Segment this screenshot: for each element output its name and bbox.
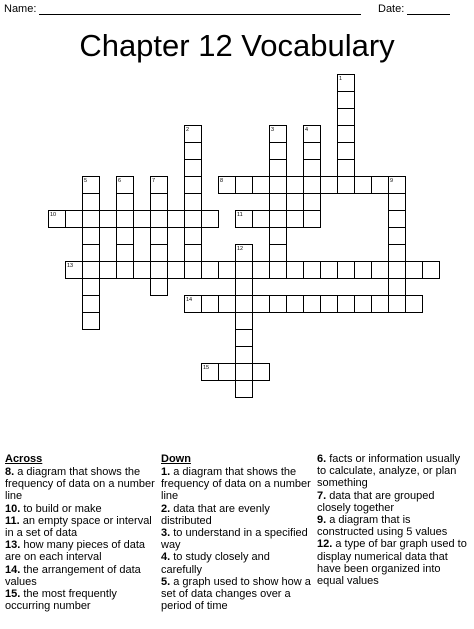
clue-number: 12.	[317, 538, 333, 551]
grid-number: 10	[50, 212, 57, 218]
grid-cell[interactable]	[337, 91, 355, 109]
grid-cell[interactable]	[388, 193, 406, 211]
grid-cell[interactable]	[184, 244, 202, 262]
grid-cell[interactable]	[184, 176, 202, 194]
grid-cell[interactable]	[235, 329, 253, 347]
down-clue	[317, 490, 467, 514]
grid-number: 14	[186, 297, 193, 303]
clue-number: 13.	[5, 539, 21, 552]
grid-cell[interactable]	[150, 210, 168, 228]
across-heading: Across	[5, 453, 43, 465]
grid-cell[interactable]	[218, 295, 236, 313]
clue-text: to understand in a specified way	[161, 527, 308, 552]
grid-cell[interactable]	[201, 261, 219, 279]
grid-cell[interactable]	[303, 261, 321, 279]
grid-cell[interactable]	[405, 261, 423, 279]
grid-number: 7	[152, 178, 156, 184]
clue-text: the most frequently occurring number	[5, 588, 117, 613]
grid-cell[interactable]	[252, 176, 270, 194]
grid-cell[interactable]	[116, 193, 134, 211]
grid-cell[interactable]	[116, 176, 134, 194]
grid-cell[interactable]	[82, 176, 100, 194]
grid-cell[interactable]	[150, 278, 168, 296]
down-heading: Down	[161, 453, 191, 465]
grid-cell[interactable]	[116, 227, 134, 245]
across-clue	[5, 515, 155, 539]
grid-cell[interactable]	[371, 295, 389, 313]
grid-cell[interactable]	[303, 125, 321, 143]
grid-cell[interactable]	[218, 261, 236, 279]
grid-cell[interactable]	[337, 74, 355, 92]
grid-cell[interactable]	[184, 227, 202, 245]
clue-number: 7.	[317, 489, 327, 502]
grid-number: 3	[271, 127, 275, 133]
grid-cell[interactable]	[303, 142, 321, 160]
grid-cell[interactable]	[303, 193, 321, 211]
grid-number: 15	[203, 365, 210, 371]
across-clue	[5, 466, 155, 503]
grid-cell[interactable]	[388, 261, 406, 279]
date-label: Date:	[378, 3, 405, 15]
down-clue	[317, 538, 467, 587]
clue-number: 5.	[161, 575, 171, 588]
grid-number: 2	[186, 127, 190, 133]
down-clue	[161, 466, 311, 503]
clue-number: 14.	[5, 563, 21, 576]
grid-cell[interactable]	[235, 363, 253, 381]
grid-number: 9	[390, 178, 394, 184]
grid-cell[interactable]	[337, 159, 355, 177]
grid-cell[interactable]	[116, 244, 134, 262]
clue-text: a type of bar graph used to display numerical data that have been organized into equal values	[317, 538, 467, 588]
grid-cell[interactable]	[167, 210, 185, 228]
clue-number: 9.	[317, 514, 327, 527]
down-clue	[161, 576, 311, 613]
grid-cell[interactable]	[388, 278, 406, 296]
grid-cell[interactable]	[235, 244, 253, 262]
grid-cell[interactable]	[320, 295, 338, 313]
clue-text: to build or make	[20, 502, 102, 515]
grid-cell[interactable]	[252, 261, 270, 279]
clue-number: 11.	[5, 514, 20, 527]
grid-number: 4	[305, 127, 309, 133]
grid-cell[interactable]	[184, 295, 202, 313]
grid-cell[interactable]	[388, 210, 406, 228]
grid-cell[interactable]	[303, 176, 321, 194]
clue-number: 1.	[161, 466, 171, 478]
page-title: Chapter 12 Vocabulary	[79, 28, 395, 63]
grid-cell[interactable]	[116, 210, 134, 228]
clue-number: 4.	[161, 551, 171, 564]
across-clue	[5, 564, 155, 588]
grid-cell[interactable]	[184, 159, 202, 177]
clue-text: a graph used to show how a set of data changes over a period of time	[161, 575, 311, 613]
clue-text: the arrangement of data values	[5, 563, 141, 588]
down-clues-col1	[161, 453, 311, 612]
clue-text: a diagram that shows the frequency of data on a number line	[5, 466, 155, 503]
grid-cell[interactable]	[269, 227, 287, 245]
date-field[interactable]	[378, 3, 450, 15]
across-clues	[5, 453, 155, 612]
grid-cell[interactable]	[320, 261, 338, 279]
grid-cell[interactable]	[269, 159, 287, 177]
grid-cell[interactable]	[82, 295, 100, 313]
grid-cell[interactable]	[388, 176, 406, 194]
clue-number: 2.	[161, 502, 171, 515]
clue-text: data that are evenly distributed	[161, 502, 270, 527]
grid-cell[interactable]	[235, 176, 253, 194]
grid-cell[interactable]	[354, 261, 372, 279]
grid-cell[interactable]	[82, 244, 100, 262]
grid-cell[interactable]	[388, 227, 406, 245]
grid-cell[interactable]	[337, 295, 355, 313]
grid-cell[interactable]	[269, 142, 287, 160]
grid-cell[interactable]	[201, 363, 219, 381]
grid-cell[interactable]	[184, 261, 202, 279]
clue-text: facts or information usually to calculate, analyze, or plan something	[317, 453, 461, 490]
grid-cell[interactable]	[82, 227, 100, 245]
grid-cell[interactable]	[269, 295, 287, 313]
grid-cell[interactable]	[150, 227, 168, 245]
grid-cell[interactable]	[269, 193, 287, 211]
grid-cell[interactable]	[235, 278, 253, 296]
clue-number: 15.	[5, 588, 21, 601]
grid-cell[interactable]	[252, 210, 270, 228]
grid-cell[interactable]	[82, 193, 100, 211]
grid-cell[interactable]	[133, 210, 151, 228]
grid-cell[interactable]	[99, 261, 117, 279]
grid-cell[interactable]	[269, 261, 287, 279]
grid-cell[interactable]	[201, 210, 219, 228]
date-line[interactable]	[407, 3, 450, 15]
clue-number: 8.	[5, 466, 15, 478]
grid-cell[interactable]	[235, 261, 253, 279]
grid-cell[interactable]	[286, 210, 304, 228]
grid-cell[interactable]	[388, 295, 406, 313]
grid-cell[interactable]	[184, 210, 202, 228]
grid-cell[interactable]	[252, 295, 270, 313]
grid-cell[interactable]	[218, 176, 236, 194]
down-clue	[161, 527, 311, 551]
grid-cell[interactable]	[371, 176, 389, 194]
clue-text: data that are grouped closely together	[317, 489, 435, 514]
name-label: Name:	[4, 3, 37, 15]
grid-cell[interactable]	[218, 363, 236, 381]
grid-cell[interactable]	[286, 295, 304, 313]
clue-number: 6.	[317, 453, 327, 465]
grid-cell[interactable]	[82, 278, 100, 296]
grid-cell[interactable]	[82, 210, 100, 228]
grid-cell[interactable]	[150, 261, 168, 279]
grid-cell[interactable]	[337, 125, 355, 143]
grid-cell[interactable]	[235, 210, 253, 228]
grid-cell[interactable]	[405, 295, 423, 313]
clue-number: 3.	[161, 527, 171, 540]
grid-cell[interactable]	[116, 261, 134, 279]
down-clue	[161, 503, 311, 527]
grid-cell[interactable]	[303, 295, 321, 313]
grid-cell[interactable]	[252, 363, 270, 381]
clue-text: a diagram that shows the frequency of data on a number line	[161, 466, 311, 503]
grid-cell[interactable]	[82, 261, 100, 279]
across-clue	[5, 588, 155, 612]
grid-number: 8	[220, 178, 224, 184]
down-clue	[317, 514, 467, 538]
grid-cell[interactable]	[337, 108, 355, 126]
grid-cell[interactable]	[65, 210, 83, 228]
grid-cell[interactable]	[354, 176, 372, 194]
grid-cell[interactable]	[354, 295, 372, 313]
clue-text: a diagram that is constructed using 5 values	[317, 514, 448, 539]
grid-cell[interactable]	[303, 159, 321, 177]
clue-text: an empty space or interval in a set of data	[5, 514, 152, 540]
grid-cell[interactable]	[269, 125, 287, 143]
grid-cell[interactable]	[235, 346, 253, 364]
grid-number: 1	[339, 76, 343, 82]
down-clue	[317, 453, 467, 490]
grid-cell[interactable]	[184, 142, 202, 160]
grid-cell[interactable]	[133, 261, 151, 279]
grid-cell[interactable]	[235, 312, 253, 330]
name-field[interactable]	[4, 3, 361, 15]
down-clue	[161, 551, 311, 575]
grid-cell[interactable]	[371, 261, 389, 279]
grid-cell[interactable]	[388, 244, 406, 262]
grid-cell[interactable]	[150, 193, 168, 211]
grid-cell[interactable]	[337, 142, 355, 160]
grid-cell[interactable]	[422, 261, 440, 279]
grid-cell[interactable]	[167, 261, 185, 279]
grid-cell[interactable]	[286, 261, 304, 279]
grid-number: 13	[67, 263, 74, 269]
grid-cell[interactable]	[184, 125, 202, 143]
grid-cell[interactable]	[235, 295, 253, 313]
grid-number: 5	[84, 178, 88, 184]
grid-cell[interactable]	[286, 176, 304, 194]
grid-cell[interactable]	[150, 244, 168, 262]
grid-cell[interactable]	[320, 176, 338, 194]
grid-cell[interactable]	[99, 210, 117, 228]
grid-cell[interactable]	[337, 261, 355, 279]
grid-cell[interactable]	[235, 380, 253, 398]
grid-cell[interactable]	[65, 261, 83, 279]
grid-cell[interactable]	[337, 176, 355, 194]
across-clue	[5, 503, 155, 515]
grid-cell[interactable]	[48, 210, 66, 228]
down-clues-col2	[317, 453, 467, 587]
name-line[interactable]	[39, 3, 361, 15]
grid-cell[interactable]	[201, 295, 219, 313]
grid-cell[interactable]	[269, 176, 287, 194]
grid-cell[interactable]	[269, 244, 287, 262]
clue-text: how many pieces of data are on each interval	[5, 539, 146, 564]
grid-number: 12	[237, 246, 244, 252]
grid-cell[interactable]	[82, 312, 100, 330]
grid-cell[interactable]	[150, 176, 168, 194]
clue-text: to study closely and carefully	[161, 551, 270, 576]
grid-number: 6	[118, 178, 122, 184]
grid-cell[interactable]	[303, 210, 321, 228]
grid-cell[interactable]	[184, 193, 202, 211]
grid-cell[interactable]	[269, 210, 287, 228]
clue-number: 10.	[5, 502, 21, 515]
across-clue	[5, 539, 155, 563]
grid-number: 11	[237, 212, 243, 218]
